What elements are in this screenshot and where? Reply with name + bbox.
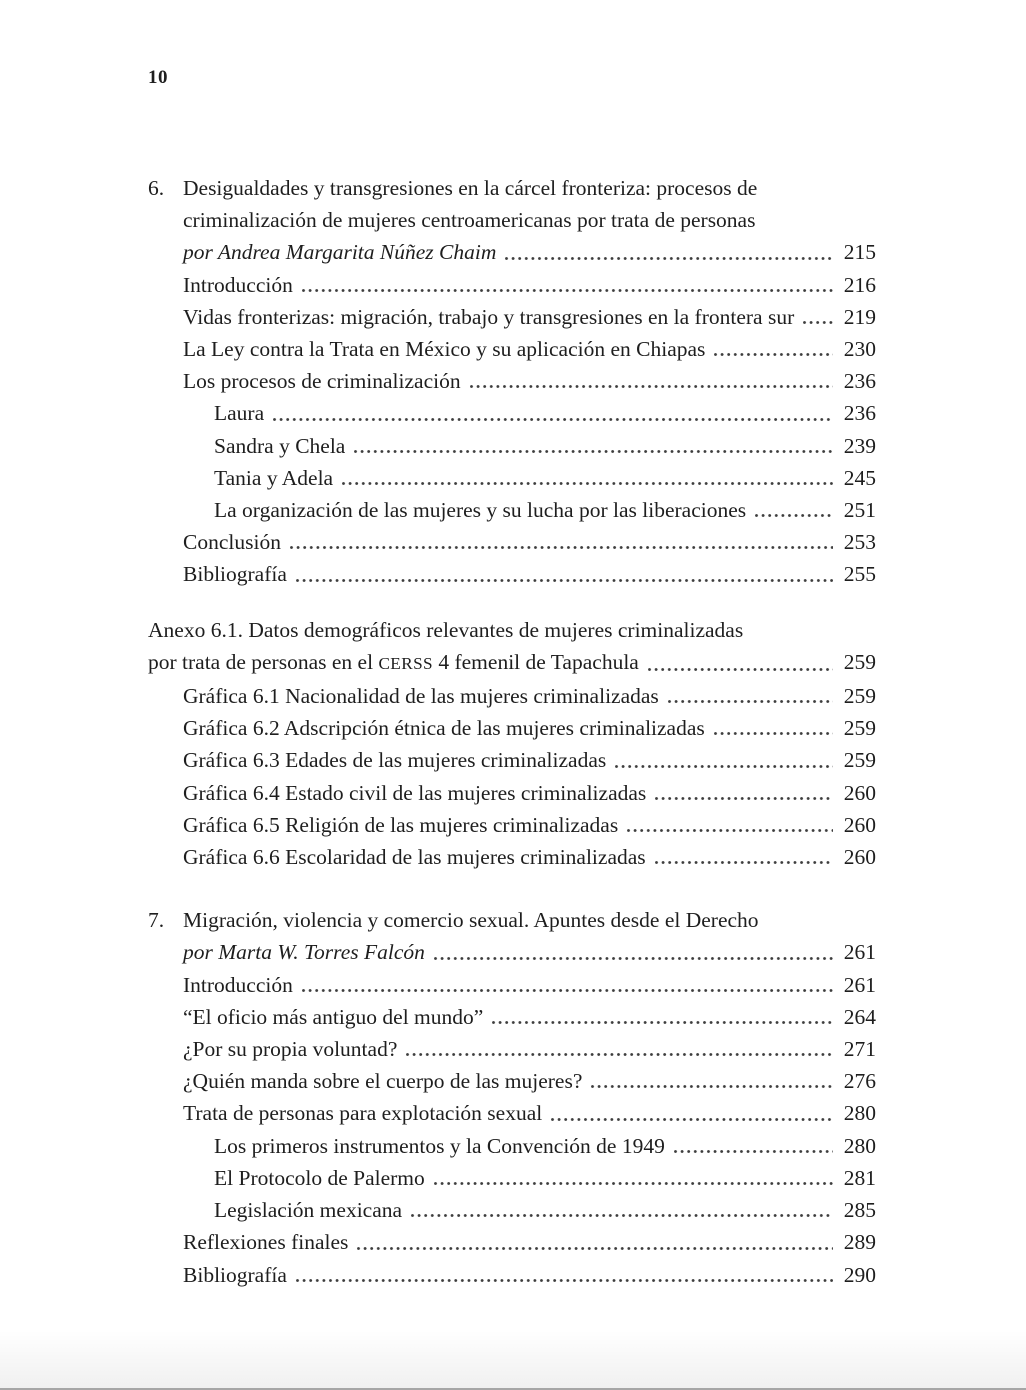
toc-entry-row xyxy=(148,1194,876,1226)
anexo-title-line xyxy=(148,646,639,680)
toc-entry-page: 280 xyxy=(843,1101,876,1126)
toc-entry-page: 281 xyxy=(843,1165,876,1190)
toc-entry-page: 264 xyxy=(843,1004,876,1029)
toc-entry-page: 260 xyxy=(843,780,876,805)
dot-leader xyxy=(542,1097,840,1129)
toc-entry-page: 261 xyxy=(843,972,876,997)
toc-entry-page: 255 xyxy=(843,562,876,587)
toc-entry-page: 285 xyxy=(843,1198,876,1223)
chapter-heading-row xyxy=(148,204,876,236)
page-edge-shadow xyxy=(0,1330,1026,1390)
toc-entry-row xyxy=(148,777,876,809)
dot-leader xyxy=(287,1259,840,1291)
dot-leader xyxy=(618,809,840,841)
toc-entry-label: Sandra y Chela xyxy=(214,433,346,458)
dot-leader xyxy=(287,558,840,590)
toc-entry-row xyxy=(148,397,876,429)
toc-entry-page: 280 xyxy=(843,1133,876,1158)
toc-entry-label: Introducción xyxy=(183,272,293,297)
toc-entry-page: 276 xyxy=(843,1069,876,1094)
toc-entry-row xyxy=(148,809,876,841)
toc-entry-page: 259 xyxy=(843,649,876,674)
dot-leader xyxy=(705,333,840,365)
toc-entry-label: Gráfica 6.4 Estado civil de las mujeres criminalizadas xyxy=(183,780,647,805)
toc-entry-page: 239 xyxy=(843,433,876,458)
toc-entry-page: 251 xyxy=(843,498,876,523)
toc-entry-row xyxy=(148,680,876,712)
toc-entry-label: Gráfica 6.3 Edades de las mujeres criminalizadas xyxy=(183,748,607,773)
dot-leader xyxy=(582,1065,840,1097)
anexo-6-1-section xyxy=(148,614,876,874)
toc-entry-label: Trata de personas para explotación sexual xyxy=(183,1101,543,1126)
toc-entry-label: Los primeros instrumentos y la Convención de 1949 xyxy=(214,1133,665,1158)
chapter-heading-row xyxy=(148,904,876,936)
dot-leader xyxy=(293,969,840,1001)
toc-entry-page: 259 xyxy=(843,684,876,709)
toc-entry-page: 253 xyxy=(843,530,876,555)
toc-entry-label: ¿Quién manda sobre el cuerpo de las mujeres? xyxy=(183,1069,583,1094)
anexo-line2-smallcaps: CERSS xyxy=(378,653,433,673)
chapter-heading-row xyxy=(148,172,876,204)
toc-entry-row xyxy=(148,1065,876,1097)
chapter-title-line: Migración, violencia y comercio sexual. Apuntes desde el Derecho xyxy=(183,908,759,933)
anexo-heading-row xyxy=(148,614,876,646)
toc-entry-page: 259 xyxy=(843,716,876,741)
chapter-author: por Andrea Margarita Núñez Chaim xyxy=(183,240,497,265)
toc-entry-row xyxy=(148,1259,876,1291)
toc-entry-row xyxy=(148,236,876,268)
toc-entry-row xyxy=(148,1226,876,1258)
dot-leader xyxy=(659,680,840,712)
toc-entry-row xyxy=(148,462,876,494)
toc-entry-page: 245 xyxy=(843,465,876,490)
toc-entry-label: Gráfica 6.6 Escolaridad de las mujeres criminalizadas xyxy=(183,845,646,870)
dot-leader xyxy=(665,1130,840,1162)
toc-entry-page: 215 xyxy=(843,240,876,265)
toc-entry-page: 219 xyxy=(843,304,876,329)
anexo-title-line: Anexo 6.1. Datos demográficos relevantes de mujeres criminalizadas xyxy=(148,617,744,642)
toc-entry-row xyxy=(148,1162,876,1194)
toc-entry-row xyxy=(148,1001,876,1033)
dot-leader xyxy=(646,841,840,873)
toc-entry-label: Introducción xyxy=(183,972,293,997)
toc-entry-row xyxy=(148,558,876,590)
dot-leader xyxy=(705,712,840,744)
dot-leader xyxy=(496,236,840,268)
dot-leader xyxy=(639,646,840,680)
chapter-number: 6. xyxy=(148,176,165,200)
toc-entry-label: La Ley contra la Trata en México y su aplicación en Chiapas xyxy=(183,337,706,362)
toc-entry-label: Gráfica 6.5 Religión de las mujeres criminalizadas xyxy=(183,812,619,837)
toc-entry-row xyxy=(148,744,876,776)
toc-entry-label: “El oficio más antiguo del mundo” xyxy=(183,1004,484,1029)
chapter-6-section xyxy=(148,172,876,591)
dot-leader xyxy=(348,1226,840,1258)
toc-entry-page: 260 xyxy=(843,812,876,837)
toc-entry-label: Tania y Adela xyxy=(214,465,334,490)
toc-entry-label: Bibliografía xyxy=(183,562,287,587)
dot-leader xyxy=(333,462,840,494)
dot-leader xyxy=(293,269,840,301)
toc-entry-row xyxy=(148,333,876,365)
toc-entry-row xyxy=(148,430,876,462)
toc-entry-page: 230 xyxy=(843,337,876,362)
toc-entry-row xyxy=(148,1097,876,1129)
toc-entry-label: Bibliografía xyxy=(183,1262,287,1287)
toc-entry-page: 271 xyxy=(843,1037,876,1062)
toc-entry-label: Gráfica 6.2 Adscripción étnica de las mujeres criminalizadas xyxy=(183,716,705,741)
anexo-line2-post: 4 femenil de Tapachula xyxy=(432,649,639,674)
dot-leader xyxy=(264,397,840,429)
toc-entry-row xyxy=(148,841,876,873)
dot-leader xyxy=(746,494,840,526)
toc-entry-row xyxy=(148,646,876,680)
toc-entry-row xyxy=(148,712,876,744)
toc-entry-row xyxy=(148,494,876,526)
toc-entry-page: 289 xyxy=(843,1230,876,1255)
dot-leader xyxy=(794,301,840,333)
dot-leader xyxy=(425,936,840,968)
toc-entry-label: Laura xyxy=(214,401,265,426)
toc-entry-label: Reflexiones finales xyxy=(183,1230,349,1255)
chapter-author: por Marta W. Torres Falcón xyxy=(183,940,425,965)
toc-entry-row xyxy=(148,969,876,1001)
toc-entry-label: Los procesos de criminalización xyxy=(183,369,461,394)
toc-entry-label: ¿Por su propia voluntad? xyxy=(183,1037,398,1062)
toc-entry-row xyxy=(148,526,876,558)
toc-entry-label: La organización de las mujeres y su lucha por las liberaciones xyxy=(214,498,747,523)
toc-entry-label: El Protocolo de Palermo xyxy=(214,1165,425,1190)
dot-leader xyxy=(646,777,840,809)
toc-entry-row xyxy=(148,1130,876,1162)
toc-entry-page: 216 xyxy=(843,272,876,297)
dot-leader xyxy=(483,1001,840,1033)
dot-leader xyxy=(281,526,840,558)
toc-entry-row xyxy=(148,269,876,301)
dot-leader xyxy=(425,1162,840,1194)
toc-entry-label: Conclusión xyxy=(183,530,281,555)
toc-entry-row xyxy=(148,1033,876,1065)
toc-entry-page: 290 xyxy=(843,1262,876,1287)
chapter-title-line: criminalización de mujeres centroamericanas por trata de personas xyxy=(183,208,756,233)
toc-entry-label: Vidas fronterizas: migración, trabajo y transgresiones en la frontera sur xyxy=(183,304,795,329)
chapter-title-line: Desigualdades y transgresiones en la cárcel fronteriza: procesos de xyxy=(183,176,758,200)
toc-entry-page: 259 xyxy=(843,748,876,773)
anexo-line2-pre: por trata de personas en el xyxy=(148,649,379,674)
toc-entry-label: Legislación mexicana xyxy=(214,1198,403,1223)
chapter-7-section xyxy=(148,904,876,1290)
toc-entry-row xyxy=(148,936,876,968)
chapter-number: 7. xyxy=(148,908,165,933)
toc-entry-row xyxy=(148,301,876,333)
toc-entry-page: 260 xyxy=(843,845,876,870)
toc-entry-row xyxy=(148,365,876,397)
dot-leader xyxy=(402,1194,840,1226)
dot-leader xyxy=(345,430,840,462)
toc-entry-page: 236 xyxy=(843,401,876,426)
dot-leader xyxy=(606,744,840,776)
toc-entry-page: 236 xyxy=(843,369,876,394)
dot-leader xyxy=(397,1033,840,1065)
toc-entry-page: 261 xyxy=(843,940,876,965)
dot-leader xyxy=(461,365,840,397)
folio-page-number: 10 xyxy=(148,67,168,88)
toc-entry-label: Gráfica 6.1 Nacionalidad de las mujeres criminalizadas xyxy=(183,684,659,709)
